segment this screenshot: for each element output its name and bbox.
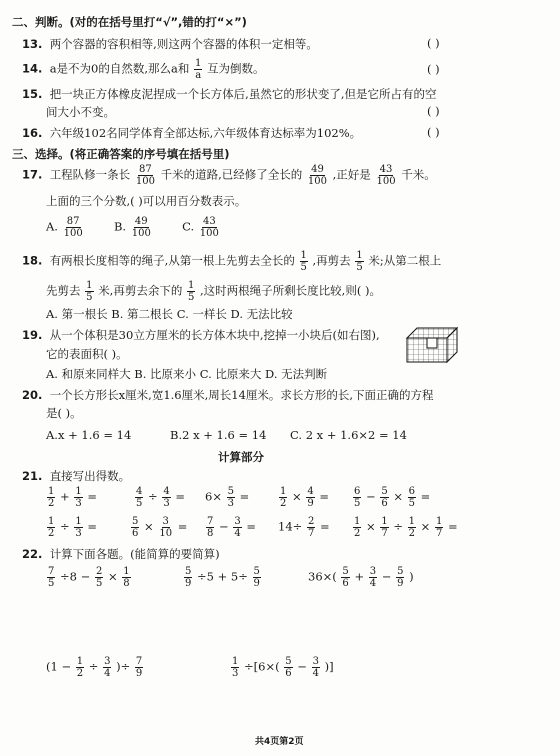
question-text: ,再剪去 — [312, 253, 351, 268]
fraction: $\frac{43}{100}$ — [376, 164, 396, 187]
page-footer: 共4页第2页 — [255, 737, 304, 747]
question-15-line2: 间大小不变。 — [46, 105, 115, 119]
expression: 36×( $\frac{5}{6}$ + $\frac{3}{4}$ − $\frac{5}{9}$ ) — [308, 566, 414, 589]
fraction: $\frac{1}{5}$ — [300, 250, 307, 273]
expression: $\frac{1}{2}$ × $\frac{1}{7}$ ÷ $\frac{1}{2}$ × $\frac{1}{7}$ = — [354, 516, 458, 539]
fraction: $\frac{1}{a}$ — [195, 58, 202, 81]
question-text: 直接写出得数。 — [49, 469, 131, 483]
question-number: 22. — [22, 547, 43, 561]
question-20-line2: 是( )。 — [46, 406, 82, 420]
expression: $\frac{1}{2}$ + $\frac{1}{3}$ = — [48, 486, 97, 509]
option-b[interactable]: B.2 x + 1.6 = 14 — [170, 428, 267, 442]
question-text: 计算下面各题。(能简算的要简算) — [49, 547, 220, 561]
question-text: 把一块正方体橡皮泥捏成一个长方体后,虽然它的形状变了,但是它所占有的空 — [49, 87, 437, 101]
fraction: $\frac{43}{100}$ — [199, 216, 219, 239]
question-16 — [22, 125, 361, 141]
option-b[interactable]: B. — [113, 219, 127, 234]
question-15 — [22, 86, 437, 102]
section-3-title: 三、选择。(将正确答案的序号填在括号里) — [12, 147, 230, 161]
question-18-options[interactable]: A. 第一根长 B. 第二根长 C. 一样长 D. 无法比较 — [46, 307, 293, 321]
expression: $\frac{5}{9}$ ÷5 + 5÷ $\frac{5}{9}$ — [185, 566, 260, 589]
question-14 — [22, 58, 265, 81]
expression: $\frac{1}{3}$ ÷[6×( $\frac{5}{6}$ − $\frac{3}{4}$ )] — [232, 656, 334, 679]
question-text: 互为倒数。 — [207, 61, 265, 76]
question-text: 从一个体积是30立方厘米的长方体木块中,挖掉一小块后(如右图), — [49, 328, 380, 342]
question-text: 工程队修一条长 — [49, 167, 131, 182]
expression: 6× $\frac{5}{3}$ = — [205, 486, 250, 509]
question-number: 21. — [22, 469, 43, 483]
option-c[interactable]: C. — [182, 219, 195, 234]
option-a[interactable]: A. — [46, 219, 58, 234]
expression: $\frac{5}{6}$ × $\frac{3}{10}$ = — [132, 516, 188, 539]
question-number: 18. — [22, 253, 43, 268]
option-a[interactable]: A.x + 1.6 = 14 — [46, 428, 132, 442]
expression: 14÷ $\frac{2}{7}$ = — [278, 516, 330, 539]
expression: $\frac{6}{5}$ − $\frac{5}{6}$ × $\frac{6}{5}$ = — [354, 486, 431, 509]
question-number: 17. — [22, 167, 43, 182]
question-19 — [22, 327, 380, 343]
question-17-options — [46, 216, 221, 239]
question-17-line2: 上面的三个分数,( )可以用百分数表示。 — [46, 194, 247, 208]
question-21 — [22, 468, 130, 484]
answer-paren-15[interactable]: ( ) — [427, 104, 440, 118]
question-text: 千米。 — [401, 167, 436, 182]
fraction: $\frac{1}{5}$ — [356, 250, 363, 273]
question-text: 先剪去 — [46, 283, 81, 298]
expression: $\frac{1}{2}$ × $\frac{4}{9}$ = — [280, 486, 329, 509]
fraction: $\frac{87}{100}$ — [135, 164, 155, 187]
question-text: ,正好是 — [332, 167, 371, 182]
question-text: 六年级102名同学体育全部达标,六年级体育达标率为102%。 — [49, 126, 362, 140]
section-2-title: 二、判断。(对的在括号里打“√”,错的打“×”) — [12, 15, 247, 29]
question-18-line2 — [46, 280, 381, 303]
question-number: 15. — [22, 87, 43, 101]
question-13 — [22, 36, 318, 52]
question-text: a是不为0的自然数,那么a和 — [49, 61, 190, 76]
question-17 — [22, 164, 436, 187]
question-text: ,这时两根绳子所剩长度比较,则( )。 — [200, 283, 381, 298]
question-20 — [22, 387, 434, 403]
expression: (1 − $\frac{1}{2}$ ÷ $\frac{3}{4}$ )÷ $\frac{7}{9}$ — [46, 656, 143, 679]
expression: $\frac{7}{5}$ ÷8 − $\frac{2}{5}$ × $\frac{1}{8}$ — [48, 566, 130, 589]
question-text: 两个容器的容积相等,则这两个容器的体积一定相等。 — [49, 37, 318, 51]
expression: $\frac{7}{8}$ − $\frac{3}{4}$ = — [207, 516, 256, 539]
question-number: 13. — [22, 37, 43, 51]
question-18 — [22, 250, 441, 273]
fraction: $\frac{1}{5}$ — [86, 280, 93, 303]
fraction: $\frac{87}{100}$ — [63, 216, 83, 239]
expression: $\frac{1}{2}$ ÷ $\frac{1}{3}$ = — [48, 516, 97, 539]
cuboid-figure — [403, 324, 461, 364]
answer-paren-13[interactable]: ( ) — [427, 36, 440, 50]
question-number: 20. — [22, 388, 43, 402]
fraction: $\frac{49}{100}$ — [307, 164, 327, 187]
answer-paren-14[interactable]: ( ) — [427, 62, 440, 76]
question-text: 米,再剪去余下的 — [98, 283, 183, 298]
fraction: $\frac{1}{5}$ — [188, 280, 195, 303]
question-text: 米;从第二根上 — [368, 253, 442, 268]
answer-paren-16[interactable]: ( ) — [427, 125, 440, 139]
calc-section-title: 计算部分 — [218, 450, 264, 464]
question-19-options[interactable]: A. 和原来同样大 B. 比原来小 C. 比原来大 D. 无法判断 — [46, 367, 328, 381]
question-text: 千米的道路,已经修了全长的 — [160, 167, 303, 182]
expression: $\frac{4}{5}$ ÷ $\frac{4}{3}$ = — [136, 486, 185, 509]
question-number: 14. — [22, 61, 43, 76]
option-c[interactable]: C. 2 x + 1.6×2 = 14 — [290, 428, 407, 442]
question-number: 16. — [22, 126, 43, 140]
question-text: 一个长方形长x厘米,宽1.6厘米,周长14厘米。求长方形的长,下面正确的方程 — [49, 388, 434, 402]
question-22 — [22, 546, 220, 562]
question-text: 有两根长度相等的绳子,从第一根上先剪去全长的 — [49, 253, 295, 268]
question-19-line2: 它的表面积( )。 — [46, 347, 128, 361]
question-number: 19. — [22, 328, 43, 342]
fraction: $\frac{49}{100}$ — [131, 216, 151, 239]
